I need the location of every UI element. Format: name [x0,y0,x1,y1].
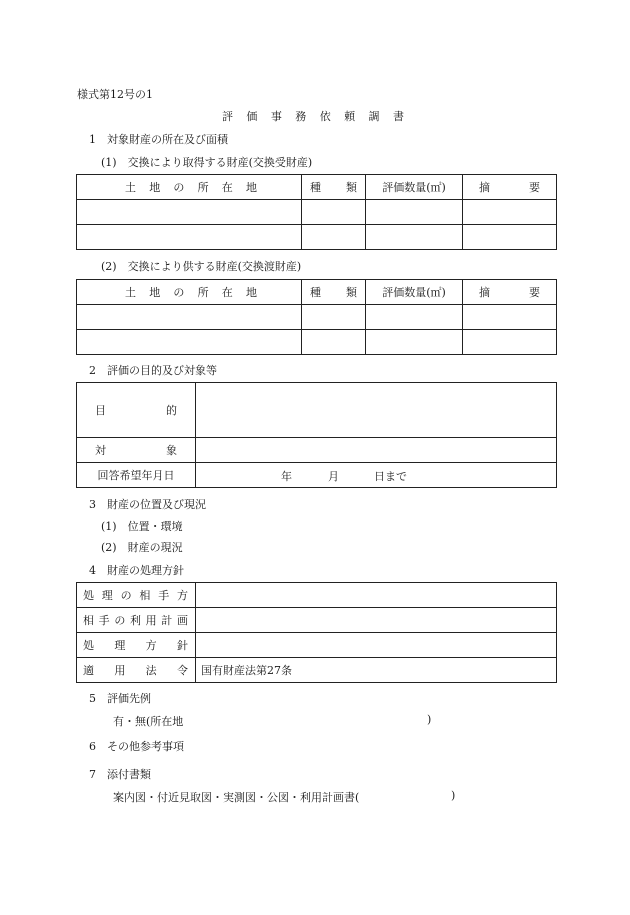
title-char: 事 [270,110,282,123]
title-char: 評 [222,110,233,123]
table-row [77,583,557,608]
col-remarks: 摘 要 [463,280,557,305]
deadline-year: 年 [281,470,292,483]
col-location: 土 地 の 所 在 地 [77,280,302,305]
deadline-label: 回答希望年月日 [77,463,196,488]
deadline-value[interactable] [196,463,557,488]
deadline-day: 日まで [374,470,407,483]
applicable-law-value[interactable]: 国有財産法第27条 [196,658,557,683]
table-row [77,330,557,355]
section-1-heading: 1 対象財産の所在及び面積 [89,133,228,146]
target-row [77,438,557,463]
cell[interactable] [463,305,557,330]
table-header-row [77,280,557,305]
cell[interactable] [463,330,557,355]
target-label: 対 象 [77,438,196,463]
attachments-close: ) [451,789,456,802]
col-location: 土 地 の 所 在 地 [77,175,302,200]
counterparty-label: 処 理 の 相 手 方 [77,583,196,608]
col-quantity: 評価数量(㎡) [366,280,463,305]
attachments-line: 案内図・付近見取図・実測図・公図・利用計画書( [113,791,360,804]
col-remarks: 摘 要 [463,175,557,200]
title-char: 頼 [344,110,356,123]
cell[interactable] [77,305,302,330]
section-2-heading: 2 評価の目的及び対象等 [89,364,217,377]
section-5-heading: 5 評価先例 [89,692,151,705]
section-7-heading: 7 添付書類 [89,768,151,781]
cell[interactable] [366,330,463,355]
purpose-table [76,382,557,488]
section-1-sub2: (2) 交換により供する財産(交換渡財産) [101,260,302,273]
table-row [77,608,557,633]
cell[interactable] [463,225,557,250]
usage-plan-value[interactable] [196,608,557,633]
counterparty-value[interactable] [196,583,557,608]
form-number: 様式第12号の1 [77,88,153,101]
precedent-line: 有・無(所在地 [113,715,184,728]
target-value[interactable] [196,438,557,463]
purpose-label: 目 的 [77,383,196,438]
table-row [77,305,557,330]
section-4-heading: 4 財産の処理方針 [89,564,184,577]
purpose-value[interactable] [196,383,557,438]
table-header-row [77,175,557,200]
table-row [77,200,557,225]
applicable-law-label: 適 用 法 令 [77,658,196,683]
table-row [77,225,557,250]
title-char: 書 [392,110,404,123]
cell[interactable] [302,330,366,355]
document-title [222,108,404,124]
deadline-month: 月 [328,470,339,483]
table-row [77,633,557,658]
section-3-item2: (2) 財産の現況 [101,541,183,554]
section-6-heading: 6 その他参考事項 [89,740,184,753]
col-kind: 種 類 [302,175,366,200]
cell[interactable] [302,305,366,330]
table-row [77,658,557,683]
section-1-sub1: (1) 交換により取得する財産(交換受財産) [101,156,313,169]
section-3-item1: (1) 位置・環境 [101,520,183,533]
disposal-policy-table [76,582,557,683]
policy-label: 処 理 方 針 [77,633,196,658]
cell[interactable] [302,225,366,250]
title-char: 依 [319,110,331,123]
cell[interactable] [77,225,302,250]
section-3-heading: 3 財産の位置及び現況 [89,498,206,511]
provided-property-table [76,279,557,355]
acquired-property-table [76,174,557,250]
policy-value[interactable] [196,633,557,658]
cell[interactable] [77,200,302,225]
cell[interactable] [366,225,463,250]
cell[interactable] [77,330,302,355]
deadline-row [77,463,557,488]
cell[interactable] [302,200,366,225]
cell[interactable] [463,200,557,225]
precedent-close: ) [427,713,432,726]
cell[interactable] [366,305,463,330]
title-char: 調 [368,110,380,123]
title-char: 価 [246,110,258,123]
cell[interactable] [366,200,463,225]
title-char: 務 [295,110,307,123]
purpose-row [77,383,557,438]
col-kind: 種 類 [302,280,366,305]
usage-plan-label: 相 手 の 利 用 計 画 [77,608,196,633]
col-quantity: 評価数量(㎡) [366,175,463,200]
